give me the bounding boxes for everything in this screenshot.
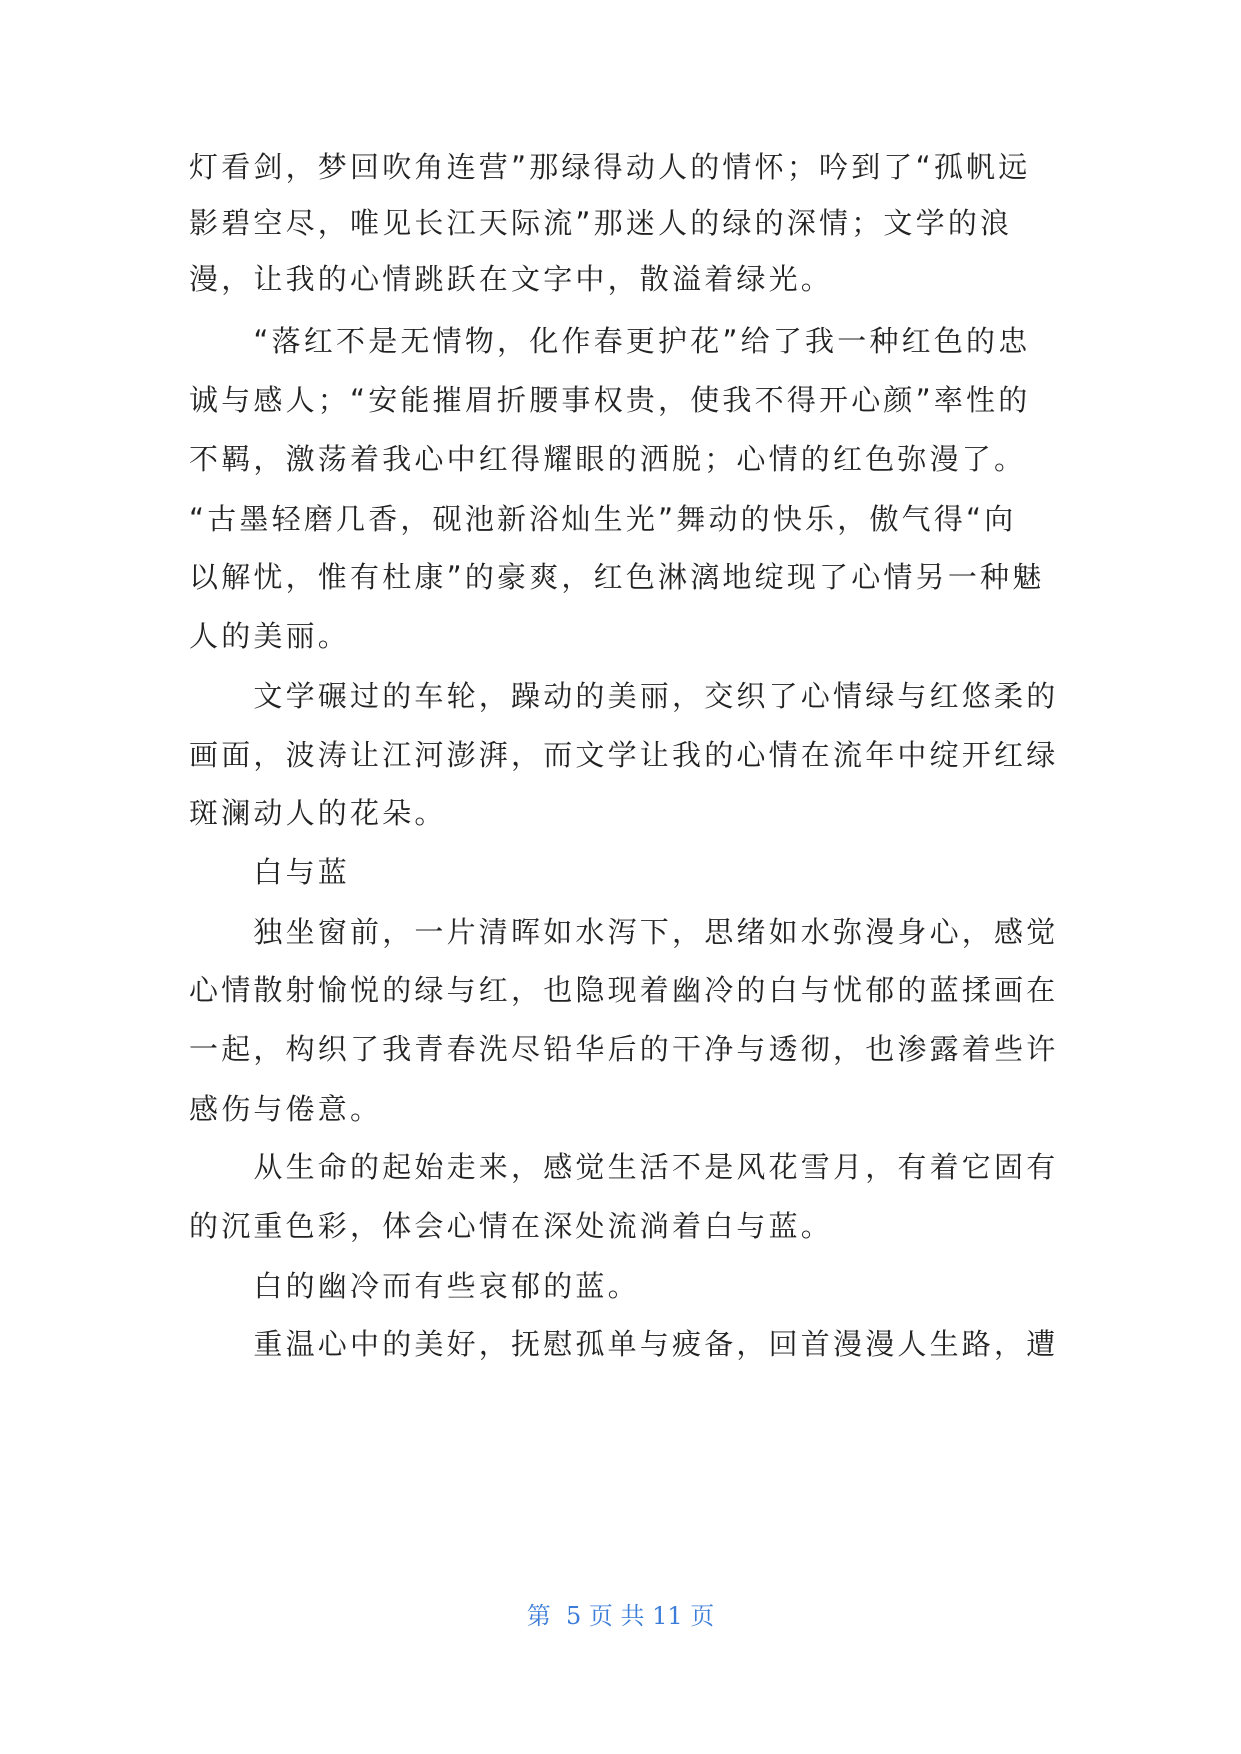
text-line: 的沉重色彩，体会心情在深处流淌着白与蓝。 xyxy=(189,1209,834,1243)
text-line: 重温心中的美好，抚慰孤单与疲备，回首漫漫人生路，遭 xyxy=(189,1327,1059,1361)
text-line: 诚与感人；“安能摧眉折腰事权贵，使我不得开心颜”率性的 xyxy=(189,383,1031,417)
text-line: 不羁，激荡着我心中红得耀眼的洒脱；心情的红色弥漫了。 xyxy=(189,442,1027,476)
text-line: 感伤与倦意。 xyxy=(189,1092,383,1126)
text-line: 独坐窗前，一片清晖如水泻下，思绪如水弥漫身心，感觉 xyxy=(189,915,1059,949)
text-line: 心情散射愉悦的绿与红，也隐现着幽冷的白与忧郁的蓝揉画在 xyxy=(189,973,1059,1007)
text-line: “落红不是无情物，化作春更护花”给了我一种红色的忠 xyxy=(189,324,1031,358)
page-number-footer: 第 5 页 共 11 页 xyxy=(526,1602,715,1630)
text-line: 一起，构织了我青春洗尽铅华后的干净与透彻，也渗露着些许 xyxy=(189,1032,1059,1066)
text-line: 人的美丽。 xyxy=(189,619,351,653)
section-heading: 白与蓝 xyxy=(189,855,351,889)
text-line: 漫，让我的心情跳跃在文字中，散溢着绿光。 xyxy=(189,262,834,296)
text-line: 文学碾过的车轮，躁动的美丽，交织了心情绿与红悠柔的 xyxy=(189,679,1059,713)
text-line: 画面，波涛让江河澎湃，而文学让我的心情在流年中绽开红绿 xyxy=(189,738,1059,772)
text-line: 影碧空尽，唯见长江天际流”那迷人的绿的深情；文学的浪 xyxy=(189,206,1013,240)
text-line: 以解忧，惟有杜康”的豪爽，红色淋漓地绽现了心情另一种魅 xyxy=(189,560,1045,594)
text-line: 灯看剑，梦回吹角连营”那绿得动人的情怀；吟到了“孤帆远 xyxy=(189,150,1031,184)
text-line: 白的幽冷而有些哀郁的蓝。 xyxy=(189,1269,640,1303)
text-line: 斑澜动人的花朵。 xyxy=(189,796,447,830)
text-line: 从生命的起始走来，感觉生活不是风花雪月，有着它固有 xyxy=(189,1150,1059,1184)
text-line: “古墨轻磨几香，砚池新浴灿生光”舞动的快乐，傲气得“向 xyxy=(189,502,1017,536)
